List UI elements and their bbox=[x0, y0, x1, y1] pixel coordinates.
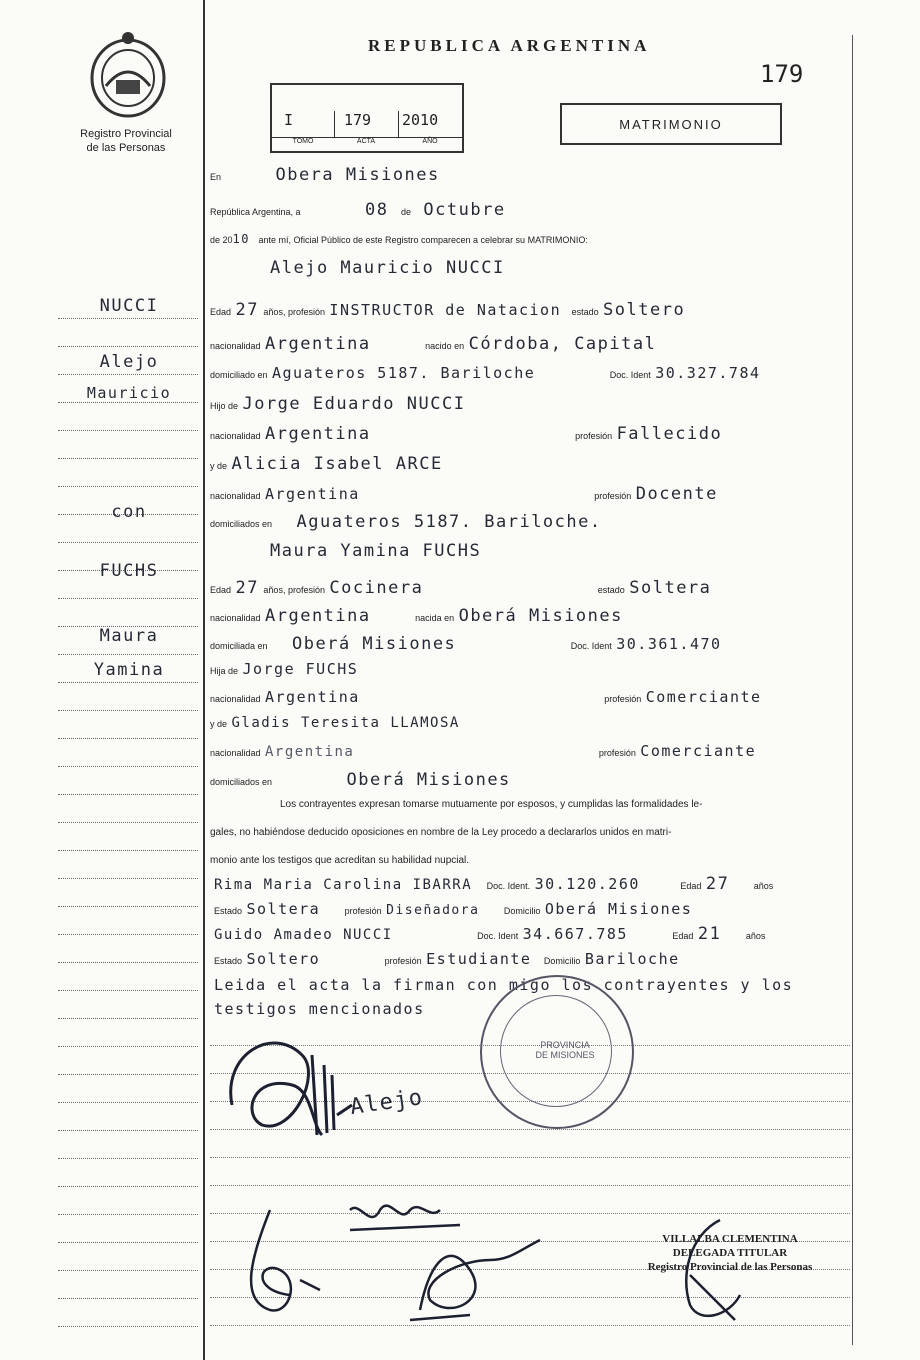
profesion-label: profesión bbox=[604, 694, 642, 704]
margin-rule bbox=[58, 1102, 198, 1103]
margin-rule bbox=[58, 738, 198, 739]
profesion-label: profesión bbox=[598, 748, 636, 758]
closing-line1: Leida el acta la firman con migo los contrayentes y los bbox=[214, 976, 794, 994]
groom-full-value: Alejo Mauricio NUCCI bbox=[270, 258, 505, 278]
groom-profesion: INSTRUCTOR de Natacion bbox=[329, 301, 562, 319]
en-label: En bbox=[210, 172, 222, 182]
estado-label: estado bbox=[571, 307, 599, 317]
nacida-en-label: nacida en bbox=[415, 613, 455, 623]
record-box-divider bbox=[398, 111, 399, 137]
margin-rule bbox=[58, 990, 198, 991]
bride-nacida-en: Oberá Misiones bbox=[458, 606, 623, 626]
y-de-label: y de bbox=[210, 719, 228, 729]
margin-rule bbox=[58, 850, 198, 851]
margin-rule bbox=[58, 878, 198, 879]
bride-parents-domicile-row bbox=[210, 770, 511, 790]
stamp-text: PROVINCIA DE MISIONES bbox=[535, 1040, 595, 1060]
registry-name-line2: de las Personas bbox=[86, 142, 166, 154]
margin-rule bbox=[58, 458, 198, 459]
groom-parents-domicile-row bbox=[210, 512, 602, 532]
bride-full-value: Maura Yamina FUCHS bbox=[270, 541, 482, 561]
groom-nacido-en: Córdoba, Capital bbox=[468, 334, 657, 354]
groom-nationality-row bbox=[210, 334, 656, 354]
acta-label: ACTA bbox=[334, 137, 398, 149]
domicilio-label: Domicilio bbox=[543, 956, 581, 966]
groom-padre-nac: Argentina bbox=[265, 424, 371, 444]
margin-rule bbox=[58, 654, 198, 655]
profesion-label: profesión bbox=[594, 491, 632, 501]
groom-padres-dom: Aguateros 5187. Bariloche. bbox=[296, 512, 602, 532]
witness2-domicilio: Bariloche bbox=[584, 950, 680, 968]
groom-father-row bbox=[210, 394, 465, 414]
groom-signature-text: Alejo bbox=[348, 1084, 426, 1121]
record-number-box bbox=[270, 83, 464, 153]
groom-mother-row bbox=[210, 454, 443, 474]
doc-ident-label: Doc. Ident. bbox=[486, 881, 531, 891]
official-title: DELEGADA TITULAR bbox=[672, 1247, 788, 1259]
domiciliado-en-label: domiciliado en bbox=[210, 370, 268, 380]
folio-number: 179 bbox=[760, 60, 804, 88]
margin-rule bbox=[58, 1242, 198, 1243]
margin-rule bbox=[58, 1270, 198, 1271]
groom-domicile-row bbox=[210, 364, 761, 383]
margin-rule bbox=[58, 906, 198, 907]
official-signature-block bbox=[630, 1232, 830, 1274]
bride-domicile-row bbox=[210, 634, 722, 654]
margin-rule bbox=[58, 962, 198, 963]
margin-rule bbox=[58, 682, 198, 683]
witness-signature2-icon bbox=[390, 1220, 550, 1330]
nacionalidad-label: nacionalidad bbox=[210, 431, 261, 441]
body-rule bbox=[210, 1185, 850, 1186]
margin-rule bbox=[58, 934, 198, 935]
anos-profesion-label: años, profesión bbox=[263, 307, 325, 317]
anos-label: años bbox=[753, 881, 774, 891]
bride-madre: Gladis Teresita LLAMOSA bbox=[231, 715, 460, 731]
bride-madre-prof: Comerciante bbox=[640, 742, 757, 760]
domiciliados-en-label: domiciliados en bbox=[210, 519, 273, 529]
profesion-label: profesión bbox=[384, 956, 422, 966]
edad-label: Edad bbox=[210, 585, 232, 595]
groom-domicilio: Aguateros 5187. Bariloche bbox=[272, 364, 536, 382]
bride-doc: 30.361.470 bbox=[616, 635, 722, 653]
ano-label: AÑO bbox=[398, 137, 462, 149]
country-title: REPUBLICA ARGENTINA bbox=[368, 36, 651, 55]
place-value: Obera Misiones bbox=[275, 165, 440, 185]
groom-father-nationality-row bbox=[210, 424, 722, 444]
body-text-line2: gales, no habiéndose deducido oposiciones en nombre de la Ley procedo a declararlos unidos en matri- bbox=[210, 827, 672, 838]
margin-rule bbox=[58, 1046, 198, 1047]
nacionalidad-label: nacionalidad bbox=[210, 341, 261, 351]
bride-nacionalidad: Argentina bbox=[265, 606, 371, 626]
doc-ident-label: Doc. Ident bbox=[609, 370, 651, 380]
witness2-name: Guido Amadeo NUCCI bbox=[214, 927, 393, 943]
witness2-row bbox=[214, 924, 765, 944]
provincial-seal-icon bbox=[88, 28, 168, 120]
record-type-box: MATRIMONIO bbox=[560, 103, 782, 145]
record-box-divider bbox=[334, 111, 335, 137]
witness2-edad: 21 bbox=[697, 924, 722, 944]
bride-mother-nationality-row bbox=[210, 742, 756, 761]
hija-de-label: Hija de bbox=[210, 666, 239, 676]
witness1-row bbox=[214, 874, 773, 894]
edad-label: Edad bbox=[210, 307, 232, 317]
bride-full-name bbox=[270, 541, 481, 561]
witness1-details-row bbox=[214, 900, 692, 919]
doc-ident-label: Doc. Ident bbox=[570, 641, 612, 651]
registry-name-line1: Registro Provincial bbox=[80, 128, 172, 140]
official-name: VILLALBA CLEMENTINA bbox=[662, 1233, 798, 1245]
margin-rule bbox=[58, 1018, 198, 1019]
groom-age-row bbox=[210, 300, 685, 320]
groom-doc: 30.327.784 bbox=[655, 364, 761, 382]
estado-label: Estado bbox=[214, 906, 243, 916]
groom-padre-prof: Fallecido bbox=[616, 424, 723, 444]
body-rule bbox=[210, 1157, 850, 1158]
margin-rule bbox=[58, 318, 198, 319]
margin-rule bbox=[58, 1074, 198, 1075]
witness1-doc: 30.120.260 bbox=[534, 875, 640, 893]
witness1-name: Rima Maria Carolina IBARRA bbox=[214, 877, 473, 893]
margin-divider bbox=[203, 0, 205, 1360]
bride-padres-dom: Oberá Misiones bbox=[346, 770, 511, 790]
year-suffix: 10 bbox=[232, 232, 250, 246]
bride-padre: Jorge FUCHS bbox=[242, 660, 359, 678]
anos-label: años bbox=[745, 931, 766, 941]
hijo-de-label: Hijo de bbox=[210, 401, 239, 411]
edad-label: Edad bbox=[680, 881, 702, 891]
groom-madre-prof: Docente bbox=[635, 484, 718, 504]
groom-madre: Alicia Isabel ARCE bbox=[231, 454, 443, 474]
groom-estado: Soltero bbox=[603, 300, 686, 320]
bride-mother-row bbox=[210, 714, 460, 732]
anos-profesion-label: años, profesión bbox=[263, 585, 325, 595]
bride-estado: Soltera bbox=[629, 578, 712, 598]
groom-nacionalidad: Argentina bbox=[265, 334, 371, 354]
margin-rule bbox=[58, 794, 198, 795]
witness2-details-row bbox=[214, 950, 680, 969]
witness2-estado: Soltero bbox=[246, 950, 321, 968]
side-groom-name2: Mauricio bbox=[86, 384, 172, 402]
witness-signature-icon bbox=[230, 1200, 340, 1320]
nacionalidad-label: nacionalidad bbox=[210, 748, 261, 758]
official-registry: Registro Provincial de las Personas bbox=[647, 1261, 813, 1273]
margin-rule bbox=[58, 1214, 198, 1215]
side-connector: con bbox=[111, 502, 147, 522]
date-row bbox=[210, 200, 506, 220]
groom-padre: Jorge Eduardo NUCCI bbox=[242, 394, 466, 414]
nacionalidad-label: nacionalidad bbox=[210, 694, 261, 704]
year-prefix: de 20 bbox=[210, 235, 233, 245]
witness1-domicilio: Oberá Misiones bbox=[544, 900, 693, 918]
groom-madre-nac: Argentina bbox=[265, 485, 360, 503]
side-bride-surname: FUCHS bbox=[99, 561, 159, 581]
nacionalidad-label: nacionalidad bbox=[210, 491, 261, 501]
registry-name bbox=[56, 127, 196, 155]
bride-father-nationality-row bbox=[210, 688, 762, 707]
side-bride-name1: Maura bbox=[99, 626, 159, 646]
closing-line2: testigos mencionados bbox=[214, 1000, 425, 1018]
margin-rule bbox=[58, 542, 198, 543]
tomo-label: TOMO bbox=[272, 137, 334, 149]
ano-value: 2010 bbox=[402, 111, 439, 129]
margin-rule bbox=[58, 374, 198, 375]
body-text-line3: monio ante los testigos que acreditan su habilidad nupcial. bbox=[210, 855, 470, 866]
margin-rule bbox=[58, 1186, 198, 1187]
margin-rule bbox=[58, 766, 198, 767]
domiciliados-en-label: domiciliados en bbox=[210, 777, 273, 787]
domiciliada-en-label: domiciliada en bbox=[210, 641, 268, 651]
profesion-label: profesión bbox=[344, 906, 382, 916]
margin-rule bbox=[58, 1326, 198, 1327]
witness1-profesion: Diseñadora bbox=[386, 903, 480, 918]
margin-rule bbox=[58, 1130, 198, 1131]
side-groom-surname: NUCCI bbox=[99, 296, 159, 316]
witness1-estado: Soltera bbox=[246, 900, 321, 918]
margin-rule bbox=[58, 598, 198, 599]
bride-padre-prof: Comerciante bbox=[645, 688, 762, 706]
nacionalidad-label: nacionalidad bbox=[210, 613, 261, 623]
margin-rule bbox=[58, 402, 198, 403]
margin-rule bbox=[58, 822, 198, 823]
estado-label: estado bbox=[597, 585, 625, 595]
bride-nationality-row bbox=[210, 606, 623, 626]
ante-text: ante mí, Oficial Público de este Registro comparecen a celebrar su MATRIMONIO: bbox=[258, 235, 588, 245]
margin-rule bbox=[58, 346, 198, 347]
groom-signature-icon bbox=[212, 1015, 412, 1155]
side-groom-name1: Alejo bbox=[99, 352, 159, 372]
margin-rule bbox=[58, 1158, 198, 1159]
bride-profesion: Cocinera bbox=[329, 578, 424, 598]
year-row bbox=[210, 230, 588, 248]
margin-rule bbox=[58, 1298, 198, 1299]
acta-value: 179 bbox=[344, 111, 372, 129]
groom-full-name bbox=[270, 258, 505, 278]
tomo-value: I bbox=[284, 111, 294, 129]
right-border bbox=[852, 35, 853, 1345]
bride-padre-nac: Argentina bbox=[265, 688, 360, 706]
bride-domicilio: Oberá Misiones bbox=[292, 634, 457, 654]
y-de-label: y de bbox=[210, 461, 228, 471]
witness2-doc: 34.667.785 bbox=[522, 925, 628, 943]
doc-ident-label: Doc. Ident bbox=[477, 931, 519, 941]
witness1-edad: 27 bbox=[705, 874, 730, 894]
groom-mother-nationality-row bbox=[210, 484, 718, 504]
bride-madre-nac: Argentina bbox=[265, 744, 355, 760]
estado-label: Estado bbox=[214, 956, 243, 966]
bride-edad: 27 bbox=[235, 578, 259, 598]
month-value: Octubre bbox=[423, 200, 506, 220]
bride-father-row bbox=[210, 660, 358, 679]
de-label: de bbox=[400, 207, 411, 217]
profesion-label: profesión bbox=[575, 431, 613, 441]
place-row bbox=[210, 165, 440, 185]
day-value: 08 bbox=[365, 200, 389, 220]
margin-rule bbox=[58, 486, 198, 487]
margin-rule bbox=[58, 710, 198, 711]
witness2-profesion: Estudiante bbox=[426, 950, 532, 968]
margin-rule bbox=[58, 430, 198, 431]
bride-age-row bbox=[210, 578, 711, 598]
groom-edad: 27 bbox=[235, 300, 259, 320]
republica-label: República Argentina, a bbox=[210, 207, 301, 217]
nacido-en-label: nacido en bbox=[425, 341, 465, 351]
domicilio-label: Domicilio bbox=[503, 906, 541, 916]
body-text-line1: Los contrayentes expresan tomarse mutuamente por esposos, y cumplidas las formalidades le- bbox=[280, 799, 703, 810]
side-bride-name2: Yamina bbox=[93, 660, 165, 680]
edad-label: Edad bbox=[672, 931, 694, 941]
